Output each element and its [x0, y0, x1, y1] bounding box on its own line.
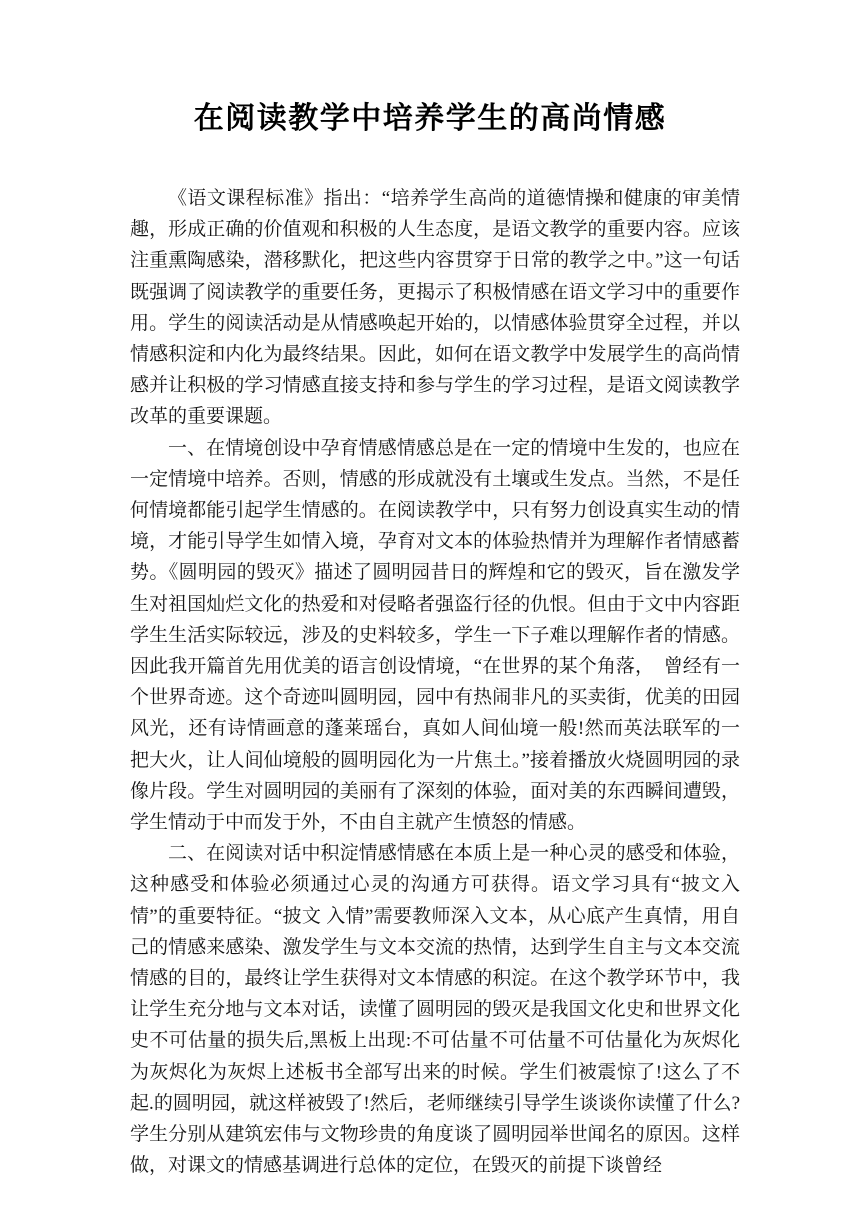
paragraph-section-1: 一、在情境创设中孕育情感情感总是在一定的情境中生发的，也应在一定情境中培养。否则，情感的形成就没有土壤或生发点。当然，不是任何情境都能引起学生情感的。在阅读教学中，只有努力创设真实生动的情境，才能引导学生如情入境，孕育对文本的体验热情并为理解作者情感蓄势。《圆明园的毁灭》描述了圆明园昔日的辉煌和它的毁灭，旨在激发学生对祖国灿烂文化的热爱和对侵略者强盗行径的仇恨。但由于文中内容距学生生活实际较远，涉及的史料较多，学生一下子难以理解作者的情感。因此我开篇首先用优美的语言创设情境，“在世界的某个角落， 曾经有一个世界奇迹。这个奇迹叫圆明园，园中有热闹非凡的买卖街，优美的田园风光，还有诗情画意的蓬莱瑶台，真如人间仙境一般!然而英法联军的一把大火，让人间仙境般的圆明园化为一片焦土。”接着播放火烧圆明园的录像片段。学生对圆明园的美丽有了深刻的体验，面对美的东西瞬间遭毁，学生情动于中而发于外，不由自主就产生愤怒的情感。 [130, 437, 740, 834]
paragraph-intro: 《语文课程标准》指出：“培养学生高尚的道德情操和健康的审美情趣，形成正确的价值观和积极的人生态度，是语文教学的重要内容。应该注重熏陶感染，潜移默化，把这些内容贯穿于日常的教学之中。”这一句话既强调了阅读教学的重要任务，更揭示了积极情感在语文学习中的重要作用。学生的阅读活动是从情感唤起开始的，以情感体验贯穿全过程，并以情感积淀和内化为最终结果。因此，如何在语文教学中发展学生的高尚情感并让积极的学习情感直接支持和参与学生的学习过程，是语文阅读教学改革的重要课题。 [130, 188, 740, 428]
document-body [130, 183, 740, 1182]
document-title: 在阅读教学中培养学生的高尚情感 [193, 102, 667, 135]
paragraph-section-2: 二、在阅读对话中积淀情感情感在本质上是一种心灵的感受和体验，这种感受和体验必须通过心灵的沟通方可获得。语文学习具有“披文入情”的重要特征。“披文 入情”需要教师深入文本，从心底产生真情，用自己的情感来感染、激发学生与文本交流的热情，达到学生自主与文本交流情感的目的，最终让学生获得对文本情感的积淀。在这个教学环节中，我让学生充分地与文本对话，读懂了圆明园的毁灭是我国文化史和世界文化史不可估量的损失后,黑板上出现:不可估量不可估量不可估量化为灰烬化为灰烬化为灰烬上述板书全部写出来的时候。学生们被震惊了!这么了不起.的圆明园，就这样被毁了!然后，老师继续引导学生谈谈你读懂了什么?学生分别从建筑宏伟与文物珍贵的角度谈了圆明园举世闻名的原因。这样做，对课文的情感基调进行总体的定位，在毁灭的前提下谈曾经 [130, 843, 740, 1177]
